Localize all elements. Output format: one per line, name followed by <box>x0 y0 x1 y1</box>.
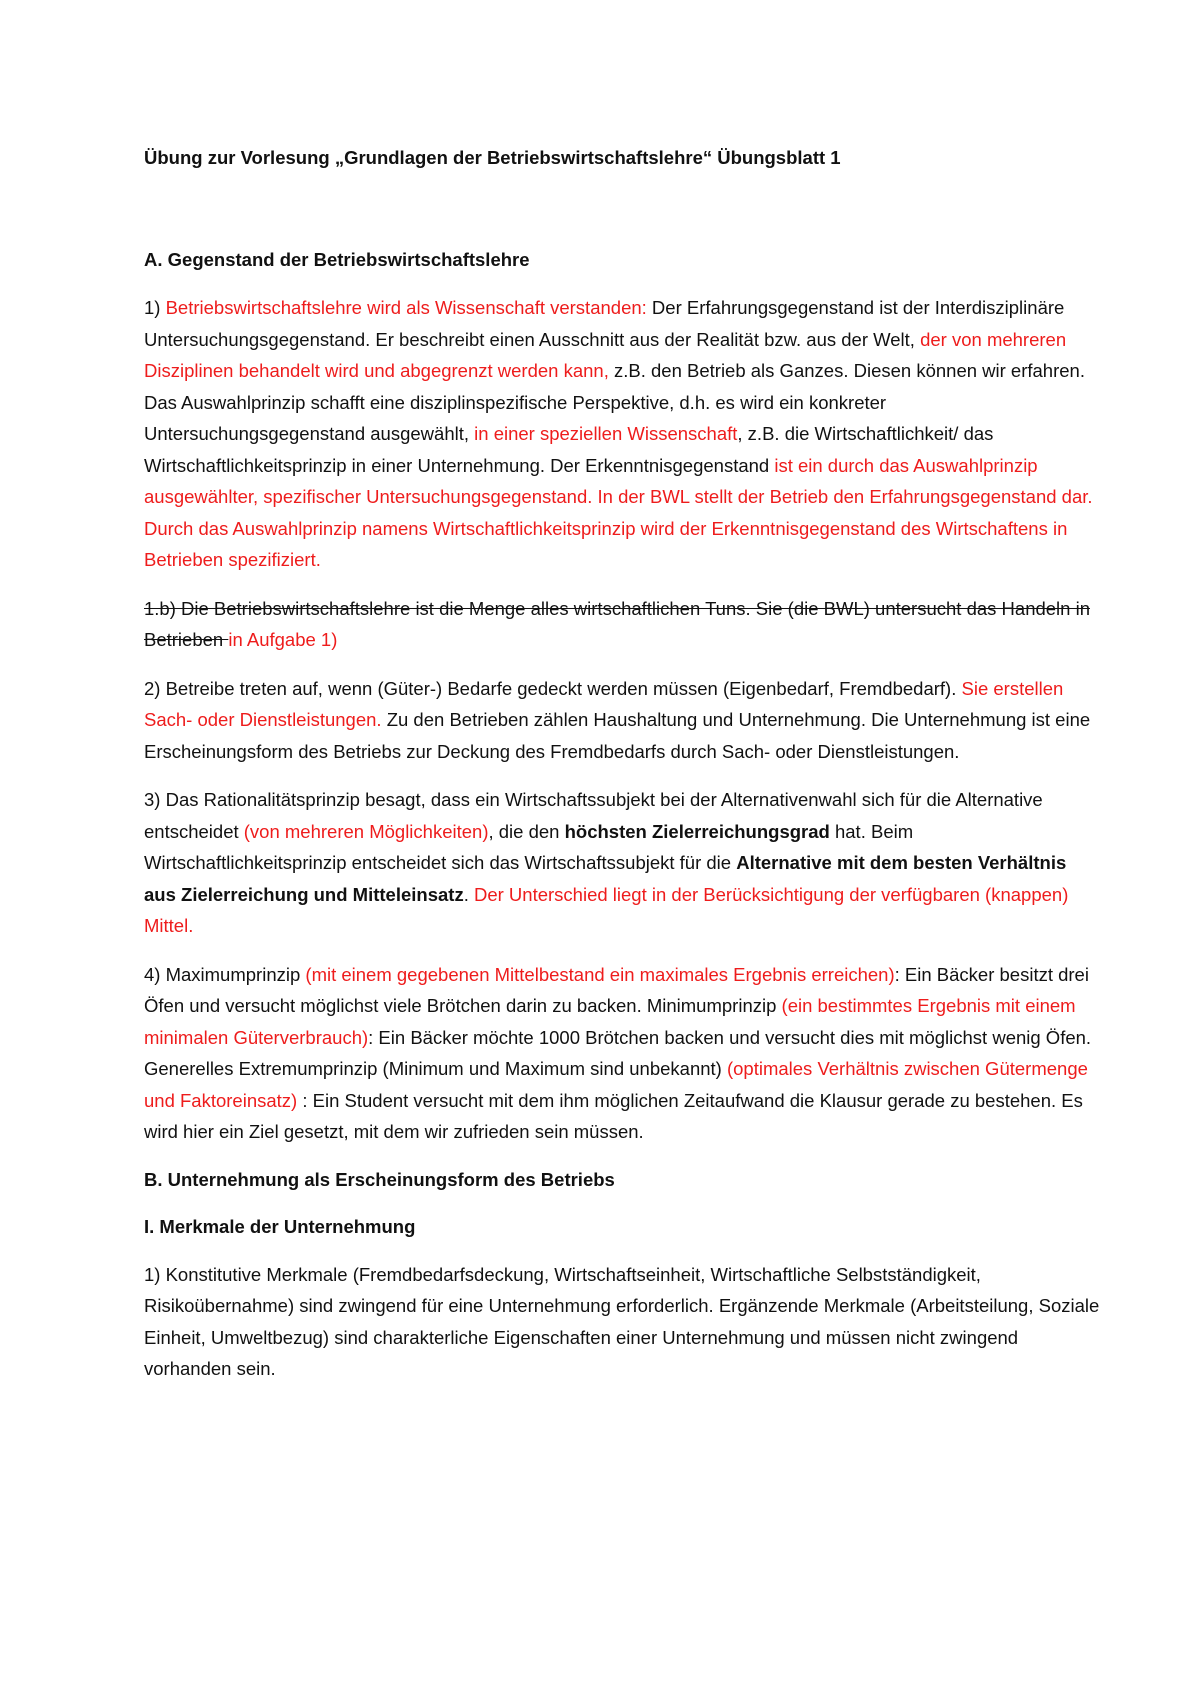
bold-text: Alternative mit dem besten Verhältnis aus Zielerreichung und Mitteleinsatz <box>144 852 1067 905</box>
red-annotation: in einer speziellen Wissenschaft <box>474 423 738 444</box>
paragraph-text: z.B. den Betrieb als Ganzes. Diesen können wir erfahren. Das Auswahlprinzip schafft eine disziplinspezifische Perspektive, d.h. es wird ein konkreter Untersuchungsgegenstand ausgewählt, <box>144 360 1085 444</box>
paragraph-a3 <box>144 784 1100 942</box>
paragraph-text: Zu den Betrieben zählen Haushaltung und Unternehmung. Die Unternehmung ist eine Erscheinungsform des Betriebs zur Deckung des Fremdbedarfs durch Sach- oder Dienstleistungen. <box>144 709 1091 762</box>
paragraph-a1 <box>144 292 1100 576</box>
paragraph-text: , die den <box>488 820 565 842</box>
red-annotation: der von mehreren Disziplinen behandelt wird und abgegrenzt werden kann, <box>144 328 1067 381</box>
section-b-subheading: I. Merkmale der Unternehmung <box>144 1215 416 1237</box>
section-b-heading: B. Unternehmung als Erscheinungsform des Betriebs <box>144 1168 615 1190</box>
section-a-heading: A. Gegenstand der Betriebswirtschaftslehre <box>144 249 530 270</box>
paragraph-text: 3) Das Rationalitätsprinzip besagt, dass ein Wirtschaftssubjekt bei der Alternativenwahl sich für die Alternative entscheidet <box>144 789 1043 842</box>
red-annotation: in Aufgabe 1) <box>228 629 338 650</box>
struck-text: 1.b) Die Betriebswirtschaftslehre ist die Menge alles wirtschaftlichen Tuns. Sie (die BWL) untersucht das Handeln in Betrieben <box>144 597 1090 650</box>
red-annotation: Betriebswirtschaftslehre wird als Wissenschaft verstanden: <box>165 297 647 318</box>
red-annotation: (optimales Verhältnis zwischen Gütermenge und Faktoreinsatz) <box>144 1058 1088 1111</box>
red-annotation: (von mehreren Möglichkeiten) <box>243 820 489 842</box>
paragraph-b1: 1) Konstitutive Merkmale (Fremdbedarfsdeckung, Wirtschaftseinheit, Wirtschaftliche Selbstständigkeit, Risikoübernahme) sind zwingend für eine Unternehmung erforderlich. Ergänzende Merkmale (Arbeitsteilung, Soziale Einheit, Umweltbezug) sind charakterliche Eigenschaften einer Unternehmung und müssen nicht zwingend vorhanden sein. <box>144 1263 1100 1379</box>
red-annotation: Der Unterschied liegt in der Berücksichtigung der verfügbaren (knappen) Mittel. <box>144 883 1069 936</box>
paragraph-text: : Ein Bäcker möchte 1000 Brötchen backen und versucht dies mit möglichst wenig Öfen. Generelles Extremumprinzip (Minimum und Maximum sind unbekannt) <box>144 1026 1092 1079</box>
paragraph-text: : Ein Student versucht mit dem ihm möglichen Zeitaufwand die Klausur gerade zu bestehen. Es wird hier ein Ziel gesetzt, mit dem wir zufrieden sein müssen. <box>144 1089 1083 1142</box>
paragraph-a4 <box>144 959 1100 1148</box>
paragraph-text: : Ein Bäcker besitzt drei Öfen und versucht möglichst viele Brötchen darin zu backen. Minimumprinzip <box>144 963 1089 1016</box>
red-annotation: Sie erstellen Sach- oder Dienstleistungen. <box>144 677 1064 730</box>
paragraph-a1b <box>144 593 1100 656</box>
bold-text: höchsten Zielerreichungsgrad <box>564 820 830 842</box>
paragraph-text: . <box>463 883 474 905</box>
document-title: Übung zur Vorlesung „Grundlagen der Betriebswirtschaftslehre“ Übungsblatt 1 <box>144 147 841 168</box>
paragraph-text: 2) Betreibe treten auf, wenn (Güter-) Bedarfe gedeckt werden müssen (Eigenbedarf, Fremdbedarf). <box>144 677 962 699</box>
paragraph-a2 <box>144 673 1100 768</box>
paragraph-number: 1) <box>144 297 166 318</box>
paragraph-text: hat. Beim Wirtschaftlichkeitsprinzip entscheidet sich das Wirtschaftssubjekt für die <box>144 820 914 873</box>
paragraph-text: Der Erfahrungsgegenstand ist der Interdisziplinäre Untersuchungsgegenstand. Er beschreibt einen Ausschnitt aus der Realität bzw. aus der Welt, <box>144 297 1065 350</box>
red-annotation: ist ein durch das Auswahlprinzip ausgewählter, spezifischer Untersuchungsgegenstand. In der BWL stellt der Betrieb den Erfahrungsgegenstand dar. Durch das Auswahlprinzip namens Wirtschaftlichkeitsprinzip wird der Erkenntnisgegenstand des Wirtschaftens in Betrieben spezifiziert. <box>144 454 1093 570</box>
paragraph-text: , z.B. die Wirtschaftlichkeit/ das Wirtschaftlichkeitsprinzip in einer Unternehmung. Der Erkenntnisgegenstand <box>144 423 994 476</box>
paragraph-text: 4) Maximumprinzip <box>144 963 306 985</box>
red-annotation: (mit einem gegebenen Mittelbestand ein maximales Ergebnis erreichen) <box>305 963 895 985</box>
red-annotation: (ein bestimmtes Ergebnis mit einem minimalen Güterverbrauch) <box>144 995 1076 1048</box>
